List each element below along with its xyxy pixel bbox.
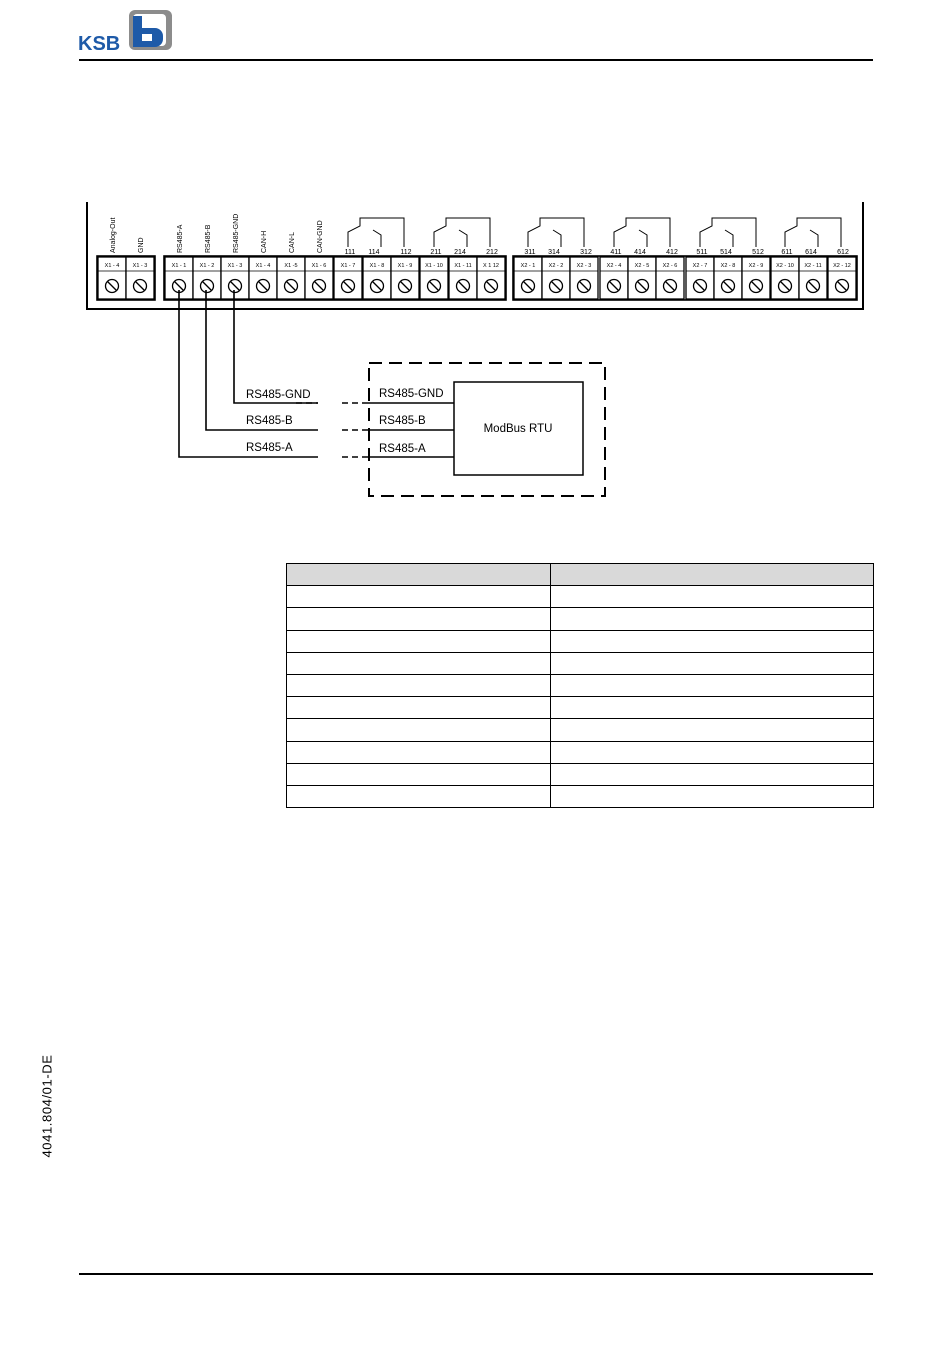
- relay-contact-symbol: [430, 218, 498, 256]
- screw-icon: [399, 280, 412, 293]
- screw-icon: [428, 280, 441, 293]
- table-cell: [287, 697, 551, 719]
- table-cell: [551, 652, 874, 674]
- signal-label: CAN-GND: [317, 220, 324, 253]
- terminal-label: X1 - 8: [369, 263, 385, 269]
- table-header-row: [287, 564, 874, 586]
- terminal: [799, 257, 827, 299]
- table-cell: [551, 719, 874, 741]
- terminal-block: [97, 256, 857, 300]
- wire-rs485-gnd: [234, 290, 318, 403]
- terminal-label: X1 - 6: [311, 263, 327, 269]
- relay-contact-symbol: [524, 218, 592, 256]
- signal-label: GND: [138, 237, 145, 253]
- table-cell: [551, 697, 874, 719]
- terminal-label: X2 - 4: [606, 263, 622, 269]
- relay-contact-number: 312: [580, 249, 592, 256]
- terminal: [628, 257, 656, 299]
- screw-icon: [134, 280, 147, 293]
- table-cell: [287, 763, 551, 785]
- table-cell: [551, 674, 874, 696]
- terminal-label: X2 - 10: [776, 263, 794, 269]
- terminal: [98, 257, 126, 299]
- screw-icon: [836, 280, 849, 293]
- table-row: [287, 741, 874, 763]
- terminal: [193, 257, 221, 299]
- table-row: [287, 697, 874, 719]
- screw-icon: [313, 280, 326, 293]
- signal-labels: [110, 214, 324, 253]
- signal-label: CAN-H: [261, 230, 268, 253]
- screw-icon: [106, 280, 119, 293]
- right-label-rs485-b: RS485-B: [379, 415, 426, 427]
- table-cell: [551, 763, 874, 785]
- relay-contact-number: 111: [344, 249, 356, 256]
- footer-rule: [79, 1273, 873, 1275]
- relay-contact-number: 114: [368, 249, 380, 256]
- table-cell: [551, 608, 874, 630]
- screw-icon: [485, 280, 498, 293]
- table-cell: [551, 741, 874, 763]
- signal-label: Analog-Out: [110, 217, 117, 253]
- terminal: [449, 257, 477, 299]
- screw-icon: [722, 280, 735, 293]
- terminal-label: X2 - 11: [804, 263, 822, 269]
- relay-contact-number: 514: [720, 249, 732, 256]
- terminal: [126, 257, 154, 299]
- relay-contact-symbol: [781, 218, 849, 256]
- signal-label: RS485-B: [205, 224, 212, 253]
- relay-contact-number: 412: [666, 249, 678, 256]
- screw-icon: [257, 280, 270, 293]
- terminal-label: X1 - 9: [397, 263, 413, 269]
- table-cell: [287, 741, 551, 763]
- relay-contact-number: 214: [454, 249, 466, 256]
- wire-rs485-b: [206, 290, 318, 430]
- left-label-rs485-b: RS485-B: [246, 415, 293, 427]
- table-header-cell: [287, 564, 551, 586]
- relay-contact-symbol: [345, 218, 412, 256]
- terminal: [828, 257, 856, 299]
- screw-icon: [664, 280, 677, 293]
- terminal: [686, 257, 714, 299]
- relay-contact-number: 311: [524, 249, 536, 256]
- terminal: [771, 257, 799, 299]
- relay-contact-number: 212: [486, 249, 498, 256]
- terminal-label: X1 - 4: [255, 263, 271, 269]
- table-row: [287, 674, 874, 696]
- relay-contact-number: 411: [610, 249, 622, 256]
- terminal-label: X2 - 3: [576, 263, 592, 269]
- relay-contact-number: 414: [634, 249, 646, 256]
- signal-label: CAN-L: [289, 231, 296, 253]
- terminal-label: X2 - 6: [662, 263, 678, 269]
- relay-contact-number: 511: [696, 249, 708, 256]
- terminal: [249, 257, 277, 299]
- table-row: [287, 586, 874, 608]
- screw-icon: [550, 280, 563, 293]
- screw-icon: [807, 280, 820, 293]
- relay-contact-symbol: [610, 218, 678, 256]
- terminal: [542, 257, 570, 299]
- screw-icon: [371, 280, 384, 293]
- relay-contact-number: 112: [400, 249, 412, 256]
- terminal-label: X1 -5: [284, 263, 298, 269]
- terminal-label: X2 - 8: [720, 263, 736, 269]
- table-cell: [551, 785, 874, 807]
- terminal: [600, 257, 628, 299]
- relay-contacts: [345, 218, 849, 256]
- left-label-rs485-gnd: RS485-GND: [246, 389, 311, 401]
- screw-icon: [342, 280, 355, 293]
- signal-label: RS485-A: [177, 224, 184, 253]
- left-label-rs485-a: RS485-A: [246, 442, 293, 454]
- terminal-label: X2 - 9: [748, 263, 764, 269]
- screw-icon: [578, 280, 591, 293]
- rs485-wires: [179, 290, 454, 457]
- screw-icon: [636, 280, 649, 293]
- terminal: [514, 257, 542, 299]
- data-table: [286, 563, 874, 808]
- relay-contact-number: 611: [781, 249, 793, 256]
- modbus-device-label: ModBus RTU: [483, 423, 553, 435]
- terminal: [221, 257, 249, 299]
- table-cell: [287, 608, 551, 630]
- table-cell: [287, 652, 551, 674]
- terminal-label: X1 - 3: [227, 263, 243, 269]
- terminal-label: X1 - 10: [425, 263, 443, 269]
- terminal: [570, 257, 598, 299]
- table-row: [287, 785, 874, 807]
- terminal-label: X1 - 2: [199, 263, 215, 269]
- terminal: [363, 257, 391, 299]
- screw-icon: [201, 280, 214, 293]
- terminal: [391, 257, 419, 299]
- terminal: [714, 257, 742, 299]
- terminal: [420, 257, 448, 299]
- screw-icon: [750, 280, 763, 293]
- screw-icon: [285, 280, 298, 293]
- screw-icon: [457, 280, 470, 293]
- table-cell: [287, 719, 551, 741]
- relay-contact-number: 512: [752, 249, 764, 256]
- terminal-label: X2 - 2: [548, 263, 564, 269]
- table-header-cell: [551, 564, 874, 586]
- terminal-label: X 1 12: [483, 263, 499, 269]
- screw-icon: [608, 280, 621, 293]
- relay-contact-number: 314: [548, 249, 560, 256]
- terminal-label: X1 - 7: [340, 263, 356, 269]
- relay-contact-number: 614: [805, 249, 817, 256]
- table-row: [287, 652, 874, 674]
- terminal-label: X2 - 7: [692, 263, 708, 269]
- right-label-rs485-gnd: RS485-GND: [379, 388, 444, 400]
- terminal-label: X1 - 3: [132, 263, 148, 269]
- wiring-diagram: [0, 0, 950, 520]
- terminal: [334, 257, 362, 299]
- terminal: [277, 257, 305, 299]
- terminal: [742, 257, 770, 299]
- table-cell: [551, 630, 874, 652]
- table-row: [287, 763, 874, 785]
- terminal-label: X2 - 1: [520, 263, 536, 269]
- screw-icon: [779, 280, 792, 293]
- terminal: [305, 257, 333, 299]
- relay-contact-number: 612: [837, 249, 849, 256]
- screw-icon: [229, 280, 242, 293]
- table-cell: [287, 785, 551, 807]
- table-row: [287, 719, 874, 741]
- table-cell: [551, 586, 874, 608]
- logo-text: KSB: [78, 33, 121, 54]
- relay-contact-symbol: [696, 218, 764, 256]
- relay-contact-number: 211: [430, 249, 442, 256]
- terminal-label: X2 - 5: [634, 263, 650, 269]
- signal-label: RS485-GND: [233, 213, 240, 253]
- terminal-label: X2 - 12: [833, 263, 851, 269]
- table-row: [287, 630, 874, 652]
- terminal-label: X1 - 4: [104, 263, 120, 269]
- terminal: [656, 257, 684, 299]
- right-label-rs485-a: RS485-A: [379, 443, 426, 455]
- wire-rs485-a: [179, 290, 318, 457]
- table-row: [287, 608, 874, 630]
- terminal-label: X1 - 11: [454, 263, 472, 269]
- terminal: [477, 257, 505, 299]
- table-cell: [287, 586, 551, 608]
- table-cell: [287, 630, 551, 652]
- document-number: 4041.804/01-DE: [39, 1054, 55, 1158]
- terminal-label: X1 - 1: [171, 263, 187, 269]
- table-cell: [287, 674, 551, 696]
- screw-icon: [522, 280, 535, 293]
- screw-icon: [694, 280, 707, 293]
